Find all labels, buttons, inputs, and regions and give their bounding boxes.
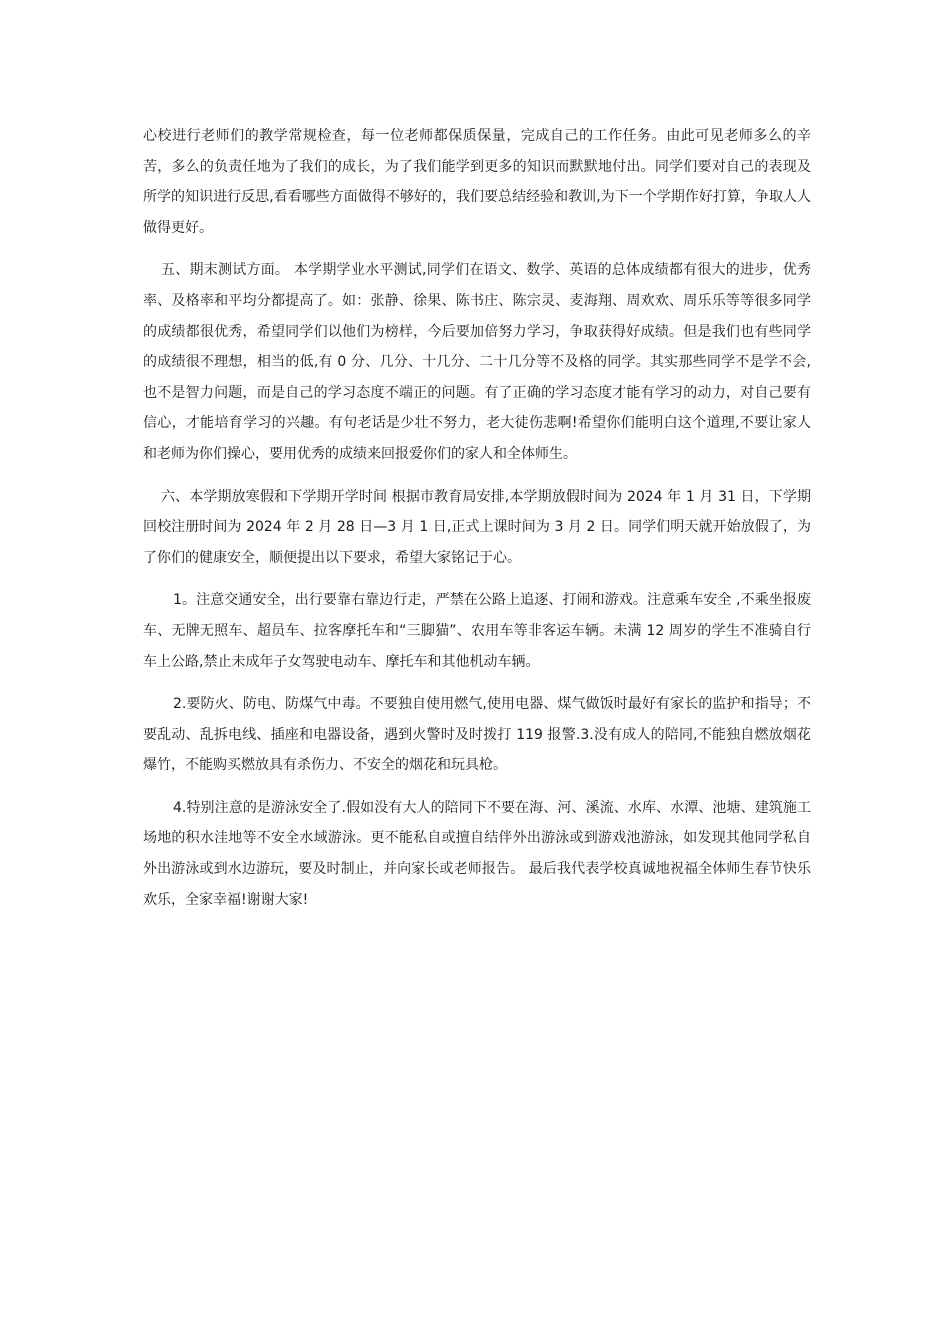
paragraph-fire-safety: 2.要防火、防电、防煤气中毒。不要独自使用燃气,使用电器、煤气做饭时最好有家长的监护和指导；不要乱动、乱拆电线、插座和电器设备，遇到火警时及时拨打 119 报警.3.没有成人的陪同,不能独自燃放烟花爆竹，不能购买燃放具有杀伤力、不安全的烟花和玩具枪。	[143, 696, 811, 774]
paragraph-teacher-checks: 心校进行老师们的教学常规检查，每一位老师都保质保量，完成自己的工作任务。由此可见老师多么的辛苦，多么的负责任地为了我们的成长，为了我们能学到更多的知识而默默地付出。同学们要对自己的表现及所学的知识进行反思,看看哪些方面做得不够好的，我们要总结经验和教训,为下一个学期作好打算，争取人人做得更好。	[143, 128, 811, 236]
paragraph-traffic-safety: 1。注意交通安全，出行要靠右靠边行走，严禁在公路上追逐、打闹和游戏。注意乘车安全 ,不乘坐报废车、无牌无照车、超员车、拉客摩托车和“三脚猫”、农用车等非客运车辆。未满 12 周岁的学生不准骑自行车上公路,禁止未成年子女驾驶电动车、摩托车和其他机动车辆。	[143, 592, 811, 670]
document-page	[143, 121, 811, 915]
paragraph-swimming-safety: 4.特别注意的是游泳安全了.假如没有大人的陪同下不要在海、河、溪流、水库、水潭、池塘、建筑施工场地的积水洼地等不安全水域游泳。更不能私自或擅自结伴外出游泳或到游戏池游泳，如发现其他同学私自外出游泳或到水边游玩，要及时制止，并向家长或老师报告。 最后我代表学校真诚地祝福全体师生春节快乐欢乐，全家幸福!谢谢大家!	[143, 799, 811, 908]
paragraph-holiday-schedule: 六、本学期放寒假和下学期开学时间 根据市教育局安排,本学期放假时间为 2024 年 1 月 31 日，下学期回校注册时间为 2024 年 2 月 28 日—3 月 1 日,正式上课时间为 3 月 2 日。同学们明天就开始放假了，为了你们的健康安全，顺便提出以下要求，希望大家铭记于心。	[143, 488, 811, 566]
paragraph-final-exams: 五、期末测试方面。 本学期学业水平测试,同学们在语文、数学、英语的总体成绩都有很大的进步，优秀率、及格率和平均分都提高了。如：张静、徐果、陈书庄、陈宗灵、麦海翔、周欢欢、周乐乐等等很多同学的成绩都很优秀，希望同学们以他们为榜样，今后要加倍努力学习，争取获得好成绩。但是我们也有些同学的成绩很不理想，相当的低,有 0 分、几分、十几分、二十几分等不及格的同学。其实那些同学不是学不会,也不是智力问题，而是自己的学习态度不端正的问题。有了正确的学习态度才能有学习的动力，对自己要有信心，才能培育学习的兴趣。有句老话是少壮不努力，老大徒伤悲啊!希望你们能明白这个道理,不要让家人和老师为你们操心，要用优秀的成绩来回报爱你们的家人和全体师生。	[143, 262, 811, 462]
